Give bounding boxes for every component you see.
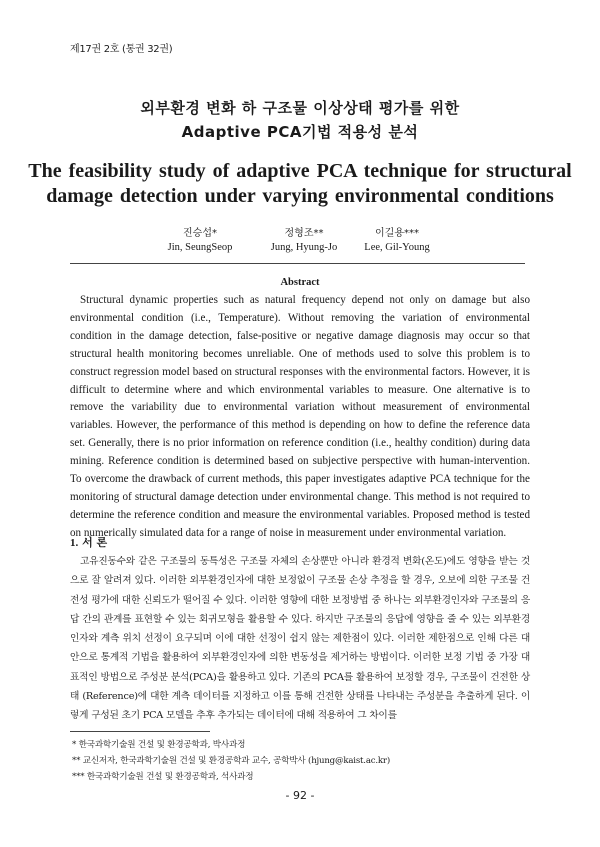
english-title-line-1: The feasibility study of adaptive PCA technique for structural	[28, 160, 572, 182]
introduction-body: 고유진동수와 같은 구조물의 동특성은 구조물 자체의 손상뿐만 아니라 환경적 변화(온도)에도 영향을 받는 것으로 잘 알려져 있다. 이러한 외부환경인자에 대한 보정없이 구조물 손상 추정을 할 경우, 오보에 의한 구조물 건전성 평가에 대한 신뢰도가 떨어질 수 있다. 이러한 영향에 대한 보정방법 중 하나는 외부환경인자와 구조물의 응답 간의 관계를 표현할 수 있는 회귀모형을 활용할 수 있다. 하지만 구조물의 응답에 영향을 줄 수 있는 외부환경인자와 계측 위치 선정이 요구되며 이에 대한 선정이 쉽지 않는 제한점이 있다. 이러한 제한점으로 인해 다른 대안으로 통계적 기법을 활용하여 외부환경인자에 의한 변동성을 제거하는 방법이다. 이러한 보정 기법 중 가장 대표적인 방법으로 주성분 분석(PCA)을 활용하고 있다. 기존의 PCA를 활용하여 보정할 경우, 구조물이 건전한 상태 (Reference)에 대한 계측 데이터를 지정하고 이를 통해 건전한 상태를 나타내는 주성분을 추출하게 된다. 이렇게 구성된 초기 PCA 모델을 추후 추가되는 데이터에 대해 적용하여 그 차이를	[70, 556, 530, 722]
footnote-divider	[70, 731, 210, 732]
author-3-korean-name: 이길용***	[375, 228, 419, 239]
footnote-1: * 한국과학기술원 건설 및 환경공학과, 박사과정	[72, 740, 246, 750]
author-3-english-name: Lee, Gil-Young	[364, 242, 430, 253]
section-number: 1.	[70, 537, 79, 549]
section-title: 서 론	[82, 536, 108, 549]
abstract-body: Structural dynamic properties such as natural frequency depend not only on damage but also environmental condition (i.e., Temperature). Without removing the variation of environmental condition in the damage detection, false-positive or negative damage diagnosis may occur so that structural health monitoring becomes unreliable. One of methods used to solve this problem is to construct regression model based on structural responses with the environmental factors. However, it is difficult to determine where and which environmental variables to measure. One alternative is to remove the variability due to environmental variation without measurement of environmental variables. However, the performance of this method is depending on how to define the reference data set. Generally, there is no prior information on reference condition (i.e., healthy condition) during data mining. Reference condition is determined based on subjective perspective with human-intervention. To overcome the drawback of current methods, this paper investigates adaptive PCA technique for the monitoring of structural damage detection under environmental change. This method is not required to determine the reference condition and measure the environmental variables. Proposed method is tested on numerically simulated data for a range of noise in measurement under environmental variation.	[70, 294, 530, 539]
author-3	[332, 224, 462, 253]
abstract-heading: Abstract	[280, 277, 320, 288]
korean-title-line-2: Adaptive PCA기법 적용성 분석	[181, 123, 419, 141]
author-1-korean-name: 진승섭*	[183, 228, 217, 239]
author-2-korean-name: 정형조**	[284, 228, 324, 239]
korean-title-line-1: 외부환경 변화 하 구조물 이상상태 평가를 위한	[140, 99, 460, 117]
page-number: - 92 -	[285, 789, 315, 802]
footnote-3: *** 한국과학기술원 건설 및 환경공학과, 석사과정	[72, 772, 254, 782]
title-divider	[70, 263, 525, 264]
english-title-line-2: damage detection under varying environmental conditions	[46, 185, 554, 207]
author-1-english-name: Jin, SeungSeop	[167, 242, 233, 253]
author-2-english-name: Jung, Hyung-Jo	[270, 242, 338, 253]
section-heading	[70, 534, 107, 550]
issue-header: 제17권 2호 (통권 32권)	[70, 44, 173, 55]
footnote-2: ** 교신저자, 한국과학기술원 건설 및 환경공학과 교수, 공학박사 (hjung@kaist.ac.kr)	[72, 756, 390, 766]
